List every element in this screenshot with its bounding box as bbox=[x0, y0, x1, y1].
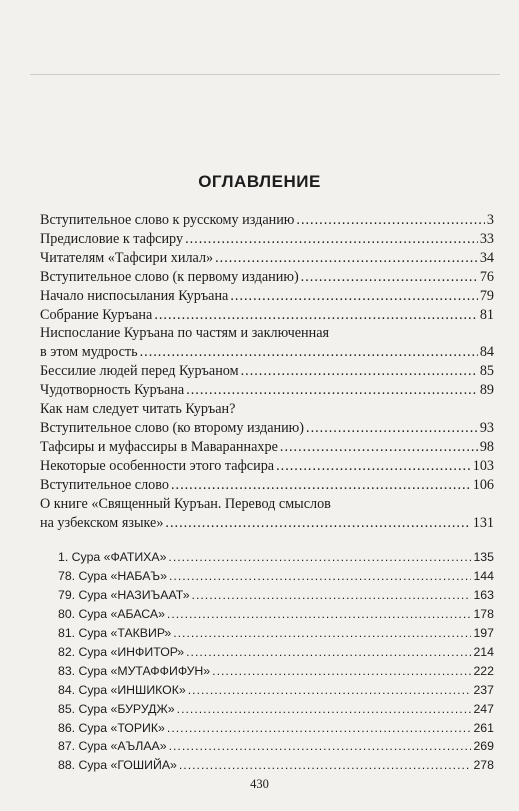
toc-entry-title: Некоторые особенности этого тафсира bbox=[40, 457, 275, 474]
surah-entry-title: 78. Сура «НАБАЪ» bbox=[58, 569, 167, 584]
toc-entry-title: Чудотворность Куръана bbox=[40, 382, 185, 399]
dot-leader bbox=[169, 737, 472, 756]
surah-entry-page: 144 bbox=[473, 569, 494, 584]
toc-entry bbox=[40, 457, 494, 476]
toc-entry bbox=[40, 324, 494, 362]
toc-entry-title: Вступительное слово (ко второму изданию) bbox=[40, 419, 305, 436]
dot-leader bbox=[306, 419, 478, 438]
toc-entry-title: Собрание Куръана bbox=[40, 306, 153, 323]
dot-leader bbox=[154, 306, 478, 325]
toc-entry-page: 81 bbox=[479, 306, 494, 323]
surah-entry-page: 135 bbox=[473, 550, 494, 565]
dot-leader bbox=[186, 381, 478, 400]
toc-entry-page: 76 bbox=[479, 268, 494, 285]
surah-entry-title: 83. Сура «МУТАФФИФУН» bbox=[58, 663, 211, 678]
toc-entry bbox=[40, 268, 494, 287]
toc-entry-title-line: Как нам следует читать Куръан? bbox=[40, 401, 236, 418]
toc-entry-page: 3 bbox=[486, 212, 494, 228]
surah-entry-page: 222 bbox=[473, 663, 494, 678]
toc-entry-page: 85 bbox=[479, 363, 494, 380]
page-title: ОГЛАВЛЕНИЕ bbox=[198, 172, 321, 191]
surah-entry bbox=[40, 643, 494, 662]
toc-entry-title-line: О книге «Священный Куръан. Перевод смыслов bbox=[40, 495, 331, 512]
toc-entry-page: 98 bbox=[479, 438, 494, 455]
dot-leader bbox=[168, 548, 471, 567]
toc-entry bbox=[40, 476, 494, 495]
page-number: 430 bbox=[250, 777, 269, 791]
dot-leader bbox=[212, 662, 471, 681]
toc-entry-page: 34 bbox=[479, 249, 494, 266]
surah-entry bbox=[40, 719, 494, 738]
dot-leader bbox=[276, 457, 471, 476]
surah-list bbox=[40, 548, 494, 775]
toc-entry bbox=[40, 495, 494, 533]
dot-leader bbox=[186, 643, 471, 662]
surah-entry bbox=[40, 567, 494, 586]
surah-entry bbox=[40, 756, 494, 775]
surah-entry-title: 1. Сура «ФАТИХА» bbox=[58, 550, 167, 565]
surah-entry bbox=[40, 700, 494, 719]
dot-leader bbox=[185, 230, 478, 249]
table-of-contents bbox=[40, 211, 494, 775]
surah-entry-page: 269 bbox=[473, 739, 494, 754]
toc-entry-page: 106 bbox=[472, 476, 494, 493]
surah-entry-page: 214 bbox=[473, 644, 494, 659]
dot-leader bbox=[241, 362, 478, 381]
surah-entry bbox=[40, 624, 494, 643]
toc-entry-page: 89 bbox=[479, 382, 494, 399]
surah-entry-page: 247 bbox=[473, 701, 494, 716]
surah-entry-title: 80. Сура «АБАСА» bbox=[58, 607, 165, 622]
dot-leader bbox=[188, 681, 472, 700]
dot-leader bbox=[177, 700, 472, 719]
dot-leader bbox=[140, 343, 478, 362]
surah-entry-page: 163 bbox=[473, 588, 494, 603]
toc-entry-page: 84 bbox=[479, 344, 494, 361]
dot-leader bbox=[167, 719, 472, 738]
toc-entry-page: 33 bbox=[479, 230, 494, 247]
surah-entry bbox=[40, 548, 494, 567]
surah-entry-title: 79. Сура «НАЗИЪААТ» bbox=[58, 588, 190, 603]
surah-entry-title: 85. Сура «БУРУДЖ» bbox=[58, 701, 175, 716]
dot-leader bbox=[230, 287, 477, 306]
surah-entry-title: 84. Сура «ИНШИКОК» bbox=[58, 682, 186, 697]
running-head-rule bbox=[30, 74, 500, 75]
surah-entry-page: 278 bbox=[473, 758, 494, 773]
toc-entry-page: 103 bbox=[472, 457, 494, 474]
toc-entry-title-line: Ниспослание Куръана по частям и заключенная bbox=[40, 325, 330, 342]
surah-entry-title: 88. Сура «ГОШИЙА» bbox=[58, 758, 177, 773]
dot-leader bbox=[296, 211, 485, 230]
toc-entry-page: 79 bbox=[479, 287, 494, 304]
dot-leader bbox=[171, 476, 471, 495]
dot-leader bbox=[167, 605, 472, 624]
toc-entry bbox=[40, 438, 494, 457]
surah-entry-page: 178 bbox=[473, 607, 494, 622]
toc-entry bbox=[40, 230, 494, 249]
surah-entry-page: 197 bbox=[473, 626, 494, 641]
surah-entry bbox=[40, 662, 494, 681]
toc-entry-title: Предисловие к тафсиру bbox=[40, 230, 184, 247]
dot-leader bbox=[179, 756, 472, 775]
toc-entry bbox=[40, 287, 494, 306]
dot-leader bbox=[192, 586, 472, 605]
toc-entry-title: Читателям «Тафсири хилал» bbox=[40, 249, 214, 266]
dot-leader bbox=[280, 438, 478, 457]
toc-entry-title: Бессилие людей перед Куръаном bbox=[40, 363, 239, 380]
toc-entry-title: на узбекском языке» bbox=[40, 514, 164, 531]
toc-entry-title: в этом мудрость bbox=[40, 344, 138, 361]
toc-entries bbox=[40, 211, 494, 532]
dot-leader bbox=[301, 268, 478, 287]
toc-entry-title: Вступительное слово bbox=[40, 476, 169, 493]
toc-entry bbox=[40, 381, 494, 400]
toc-entry bbox=[40, 362, 494, 381]
toc-entry bbox=[40, 306, 494, 325]
dot-leader bbox=[215, 249, 478, 268]
surah-entry-title: 87. Сура «АЪЛАА» bbox=[58, 739, 167, 754]
surah-entry-title: 81. Сура «ТАКВИР» bbox=[58, 626, 172, 641]
surah-entry bbox=[40, 737, 494, 756]
toc-entry-title: Вступительное слово (к первому изданию) bbox=[40, 268, 299, 285]
dot-leader bbox=[169, 567, 471, 586]
dot-leader bbox=[165, 514, 470, 533]
toc-entry-page: 93 bbox=[479, 419, 494, 436]
surah-entry-title: 86. Сура «ТОРИК» bbox=[58, 720, 165, 735]
toc-entry-title: Тафсиры и муфассиры в Мавараннахре bbox=[40, 438, 278, 455]
toc-entry-title: Вступительное слово к русскому изданию bbox=[40, 212, 295, 228]
dot-leader bbox=[173, 624, 471, 643]
toc-entry-title: Начало ниспосылания Куръана bbox=[40, 287, 229, 304]
surah-entry-page: 261 bbox=[473, 720, 494, 735]
surah-entry-title: 82. Сура «ИНФИТОР» bbox=[58, 644, 185, 659]
surah-entry bbox=[40, 605, 494, 624]
surah-entry bbox=[40, 586, 494, 605]
surah-entry-page: 237 bbox=[473, 682, 494, 697]
toc-entry bbox=[40, 249, 494, 268]
surah-entry bbox=[40, 681, 494, 700]
toc-entry-page: 131 bbox=[472, 514, 494, 531]
toc-entry bbox=[40, 400, 494, 438]
toc-entry bbox=[40, 211, 494, 230]
